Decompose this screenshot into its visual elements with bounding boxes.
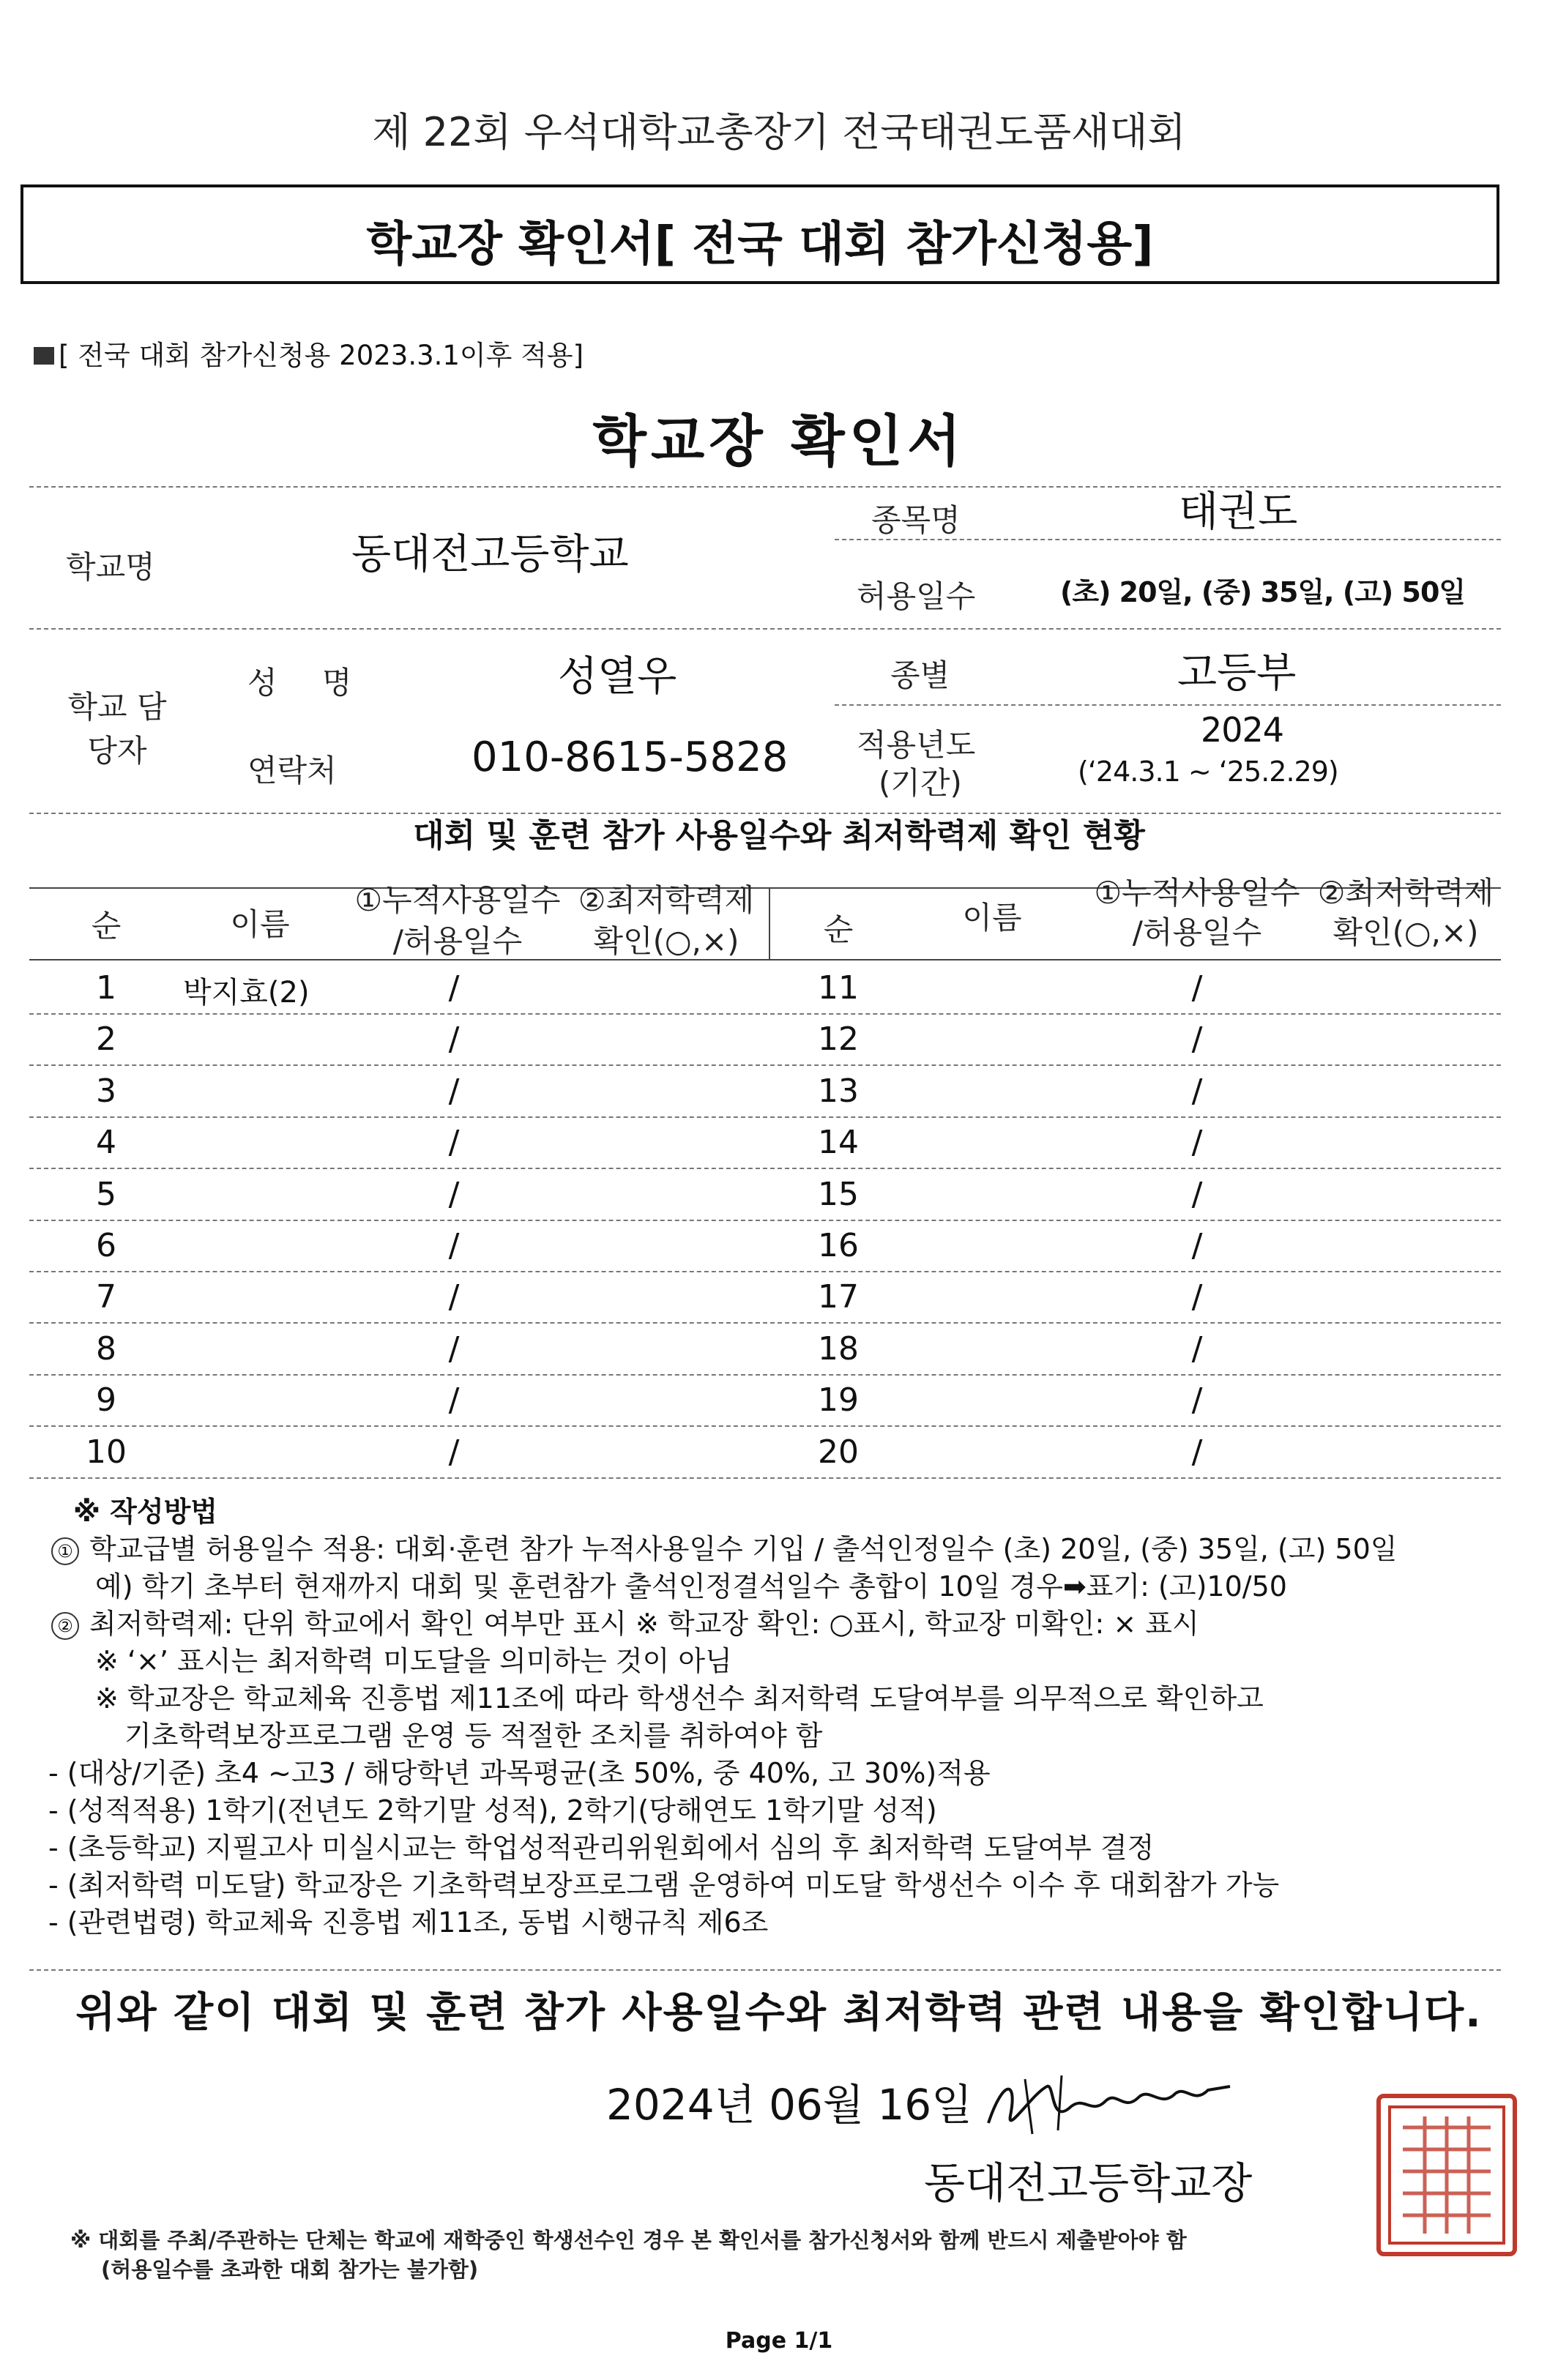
row-days-slash: / [448,1433,460,1471]
info-line [835,704,1501,706]
note-1b: 예) 학기 초부터 현재까지 대회 및 훈련참가 출석인정결석일수 총합이 10일 경우➡표기: (고)10/50 [95,1570,1287,1603]
note-2 [51,1605,1516,1643]
row-days-slash: / [448,1330,460,1368]
writing-notes [48,1493,1516,1941]
col-min-right-2: 확인(○,×) [1332,914,1479,950]
footnote-line-2: (허용일수를 초과한 대회 참가는 불가함) [101,2257,479,2282]
event-label: 종목명 [871,502,961,538]
note-1 [51,1531,1516,1568]
allowed-label: 허용일수 [857,578,976,614]
row-days-slash: / [1191,1381,1203,1419]
row-days-slash: / [1191,1124,1203,1161]
col-days-left-1: ①누적사용일수 [354,882,561,918]
square-bullet-icon [34,347,54,365]
table-row-line [29,1322,1501,1324]
row-number: 11 [818,969,859,1007]
info-mid-line [29,628,1501,630]
contact-value: 010-8615-5828 [471,734,789,781]
col-days-left-2: /허용일수 [392,923,523,959]
year-value: 2024 [1201,710,1284,750]
principal-name: 동대전고등학교장 [924,2158,1253,2208]
school-seal [1376,2094,1517,2256]
circled-number-icon: ② [51,1612,79,1640]
detail-5: - (관련법령) 학교체육 진흥법 제11조, 동법 시행규칙 제6조 [48,1906,769,1939]
principal-signature [981,2064,1245,2145]
notes-heading: ※ 작성방법 [73,1496,218,1528]
row-number: 9 [96,1381,116,1419]
year-label: 적용년도 [857,727,976,763]
detail-2: - (성적적용) 1학기(전년도 2학기말 성적), 2학기(당해연도 1학기말 성적) [48,1794,937,1827]
row-days-slash: / [448,969,460,1007]
allowed-value: (초) 20일, (중) 35일, (고) 50일 [1060,576,1466,608]
table-row-line [29,1116,1501,1118]
table-row-line [29,1477,1501,1479]
row-number: 18 [818,1330,859,1368]
col-days-right-2: /허용일수 [1132,914,1262,950]
row-days-slash: / [1191,969,1203,1007]
row-days-slash: / [1191,1278,1203,1316]
table-row-line [29,1220,1501,1221]
row-number: 10 [86,1433,127,1471]
table-row-line [29,1425,1501,1427]
row-number: 19 [818,1381,859,1419]
issue-date: 2024년 06월 16일 [606,2080,973,2130]
manager-label: 학교 담당자 [67,689,167,769]
col-days-right-1: ①누적사용일수 [1094,875,1300,911]
period-label: (기간) [879,765,962,801]
note-3: ※ ‘×’ 표시는 최저학력 미도달을 의미하는 것이 아님 [95,1645,732,1677]
division-value: 고등부 [1177,649,1297,697]
form-note [34,333,584,373]
row-number: 8 [96,1330,116,1368]
row-number: 12 [818,1021,859,1058]
row-number: 1 [96,969,116,1007]
row-number: 2 [96,1021,116,1058]
row-days-slash: / [1191,1073,1203,1110]
confirmation-text: 위와 같이 대회 및 훈련 참가 사용일수와 최저학력 관련 내용을 확인합니다. [75,1989,1483,2037]
row-name: 박지효(2) [183,976,310,1010]
row-number: 7 [96,1278,116,1316]
row-days-slash: / [1191,1021,1203,1058]
table-row-line [29,1168,1501,1169]
row-days-slash: / [448,1176,460,1213]
period-value: (‘24.3.1 ~ ‘25.2.29) [1078,756,1338,788]
col-min-left-2: 확인(○,×) [593,923,739,959]
footnote [70,2226,1187,2284]
table-row-line [29,1064,1501,1066]
note-4b: 기초학력보장프로그램 운영 등 적절한 조치를 취하여야 함 [124,1720,823,1752]
row-number: 5 [96,1176,116,1213]
row-days-slash: / [448,1381,460,1419]
col-min-left-1: ②최저학력제 [578,882,755,918]
table-row-line [29,1271,1501,1272]
note-1-text: 학교급별 허용일수 적용: 대회·훈련 참가 누적사용일수 기입 / 출석인정일수 (초) 20일, (중) 35일, (고) 50일 [89,1533,1398,1565]
col-name-left: 이름 [230,906,290,942]
row-days-slash: / [448,1021,460,1058]
note-4: ※ 학교장은 학교체육 진흥법 제11조에 따라 학생선수 최저학력 도달여부를 의무적으로 확인하고 [95,1682,1264,1715]
document-title: 학교장 확인서 [592,409,966,474]
row-days-slash: / [448,1278,460,1316]
row-number: 14 [818,1124,859,1161]
contact-label: 연락처 [247,753,337,788]
row-days-slash: / [1191,1227,1203,1264]
name-value: 성열우 [558,653,677,701]
row-days-slash: / [448,1073,460,1110]
row-number: 16 [818,1227,859,1264]
event-title: 제 22회 우석대학교총장기 전국태권도품새대회 [372,109,1186,155]
detail-1: - (대상/기준) 초4 ~고3 / 해당학년 과목평균(초 50%, 중 40%, 고 30%)적용 [48,1757,991,1789]
row-number: 4 [96,1124,116,1161]
row-days-slash: / [448,1227,460,1264]
row-number: 3 [96,1073,116,1110]
detail-3: - (초등학교) 지필고사 미실시교는 학업성적관리위원회에서 심의 후 최저학력 도달여부 결정 [48,1832,1155,1864]
note-2-text: 최저학력제: 단위 학교에서 확인 여부만 표시 ※ 학교장 확인: ○표시, 학교장 미확인: × 표시 [89,1608,1199,1640]
name-label: 성 명 [247,665,370,701]
row-number: 20 [818,1433,859,1471]
school-label: 학교명 [66,549,155,585]
division-label: 종별 [890,657,950,693]
notes-divider [29,1969,1501,1971]
row-days-slash: / [1191,1330,1203,1368]
col-name-right: 이름 [962,900,1022,936]
circled-number-icon: ① [51,1537,79,1565]
school-value: 동대전고등학교 [351,531,629,578]
table-divider [769,887,770,959]
col-no-left: 순 [91,908,122,944]
page-number: Page 1/1 [725,2328,833,2354]
row-days-slash: / [1191,1433,1203,1471]
row-number: 17 [818,1278,859,1316]
row-days-slash: / [1191,1176,1203,1213]
table-row-line [29,1374,1501,1376]
row-number: 6 [96,1227,116,1264]
row-number: 13 [818,1073,859,1110]
row-number: 15 [818,1176,859,1213]
section-title: 대회 및 훈련 참가 사용일수와 최저학력제 확인 현황 [413,817,1145,854]
table-row-line [29,1013,1501,1015]
col-no-right: 순 [823,911,854,947]
seal-pattern-icon [1381,2098,1513,2252]
row-days-slash: / [448,1124,460,1161]
event-value: 태권도 [1179,488,1298,536]
col-min-right-1: ②최저학력제 [1317,875,1494,911]
form-note-text: [ 전국 대회 참가신청용 2023.3.1이후 적용] [59,340,584,371]
detail-4: - (최저학력 미도달) 학교장은 기초학력보장프로그램 운영하여 미도달 학생선수 이수 후 대회참가 가능 [48,1869,1280,1901]
main-title: 학교장 확인서[ 전국 대회 참가신청용] [366,217,1154,272]
main-title-box [20,184,1499,284]
footnote-line-1: ※ 대회를 주최/주관하는 단체는 학교에 재학중인 학생선수인 경우 본 확인서를 참가신청서와 함께 반드시 제출받아야 함 [70,2228,1187,2253]
